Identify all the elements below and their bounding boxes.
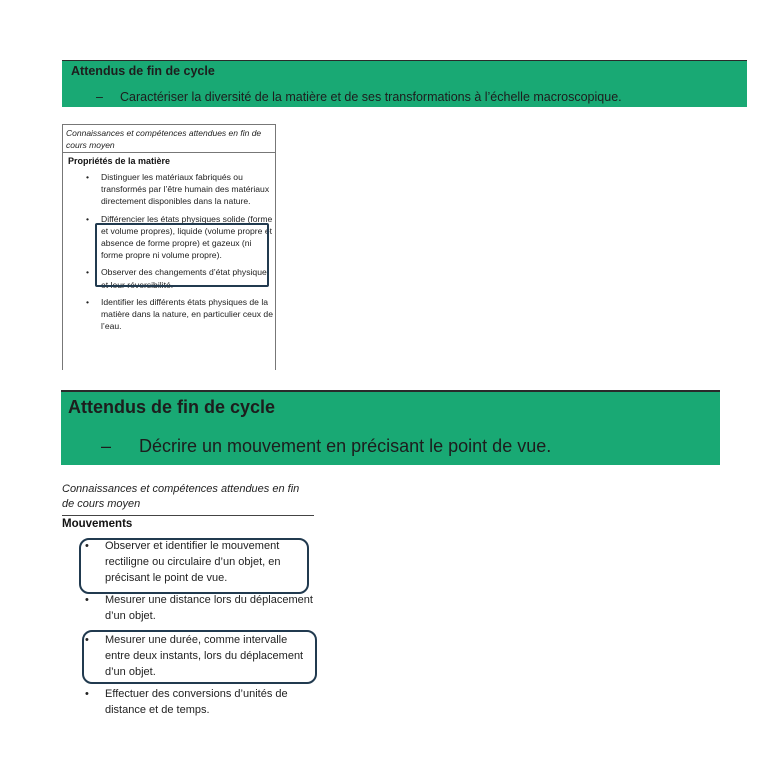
list-item [62,592,314,624]
item-text: Mesurer une distance lors du déplacement d’un objet. [105,594,313,622]
bullet-icon: • [86,172,90,182]
banner-title: Attendus de fin de cycle [68,397,276,417]
item-text: Différencier les états physiques solide (forme et volume propres), liquide (volume propre et absence de forme propre) et gazeux (ni forme propre ni volume propre). [101,213,273,261]
section-title: Propriétés de la matière [68,156,171,166]
bullet-icon: • [86,267,90,278]
bullet-icon: • [85,540,89,552]
dash-marker: – [96,90,103,104]
list-item [62,686,314,718]
dash-marker: – [101,436,112,456]
item-text: Observer et identifier le mouvement rectiligne ou circulaire d’un objet, en précisant le point de vue. [105,540,281,584]
item-text: Distinguer les matériaux fabriqués ou transformés par l’être humain des matériaux directement disponibles dans la nature. [101,172,270,207]
bullet-icon: • [85,634,89,646]
banner-goal [96,90,622,104]
section-title: Mouvements [62,518,133,530]
highlight-box-states [95,223,269,290]
banner-goal [101,436,551,457]
highlight-box-duration [82,630,317,684]
banner-title: Attendus de fin de cycle [71,64,215,78]
item-text: Observer des changements d’état physique et leur réversibilité. [101,267,267,290]
goal-text: Décrire un mouvement en précisant le point de vue. [139,436,552,456]
table-header: Connaissances et compétences attendues en fin de cours moyen [63,124,275,153]
goal-text: Caractériser la diversité de la matière et de ses transformations à l’échelle macroscopique. [120,90,622,104]
list-item [63,296,275,333]
bullet-icon: • [85,688,89,700]
list-item [63,171,275,208]
item-text: Mesurer une durée, comme intervalle entre deux instants, lors du déplacement d’un objet. [105,634,304,678]
item-text: Identifier les différents états physiques de la matière dans la nature, en particulier ceux de l’eau. [101,296,273,332]
highlight-box-observe [79,538,309,594]
table-header: Connaissances et compétences attendues en fin de cours moyen [62,482,314,516]
cycle-goal-banner-matter [62,60,747,107]
bullet-icon: • [85,594,89,606]
bullet-icon: • [86,213,90,224]
item-text: Effectuer des conversions d’unités de distance et de temps. [105,688,288,716]
bullet-icon: • [86,296,90,307]
cycle-goal-banner-movement [61,390,720,465]
